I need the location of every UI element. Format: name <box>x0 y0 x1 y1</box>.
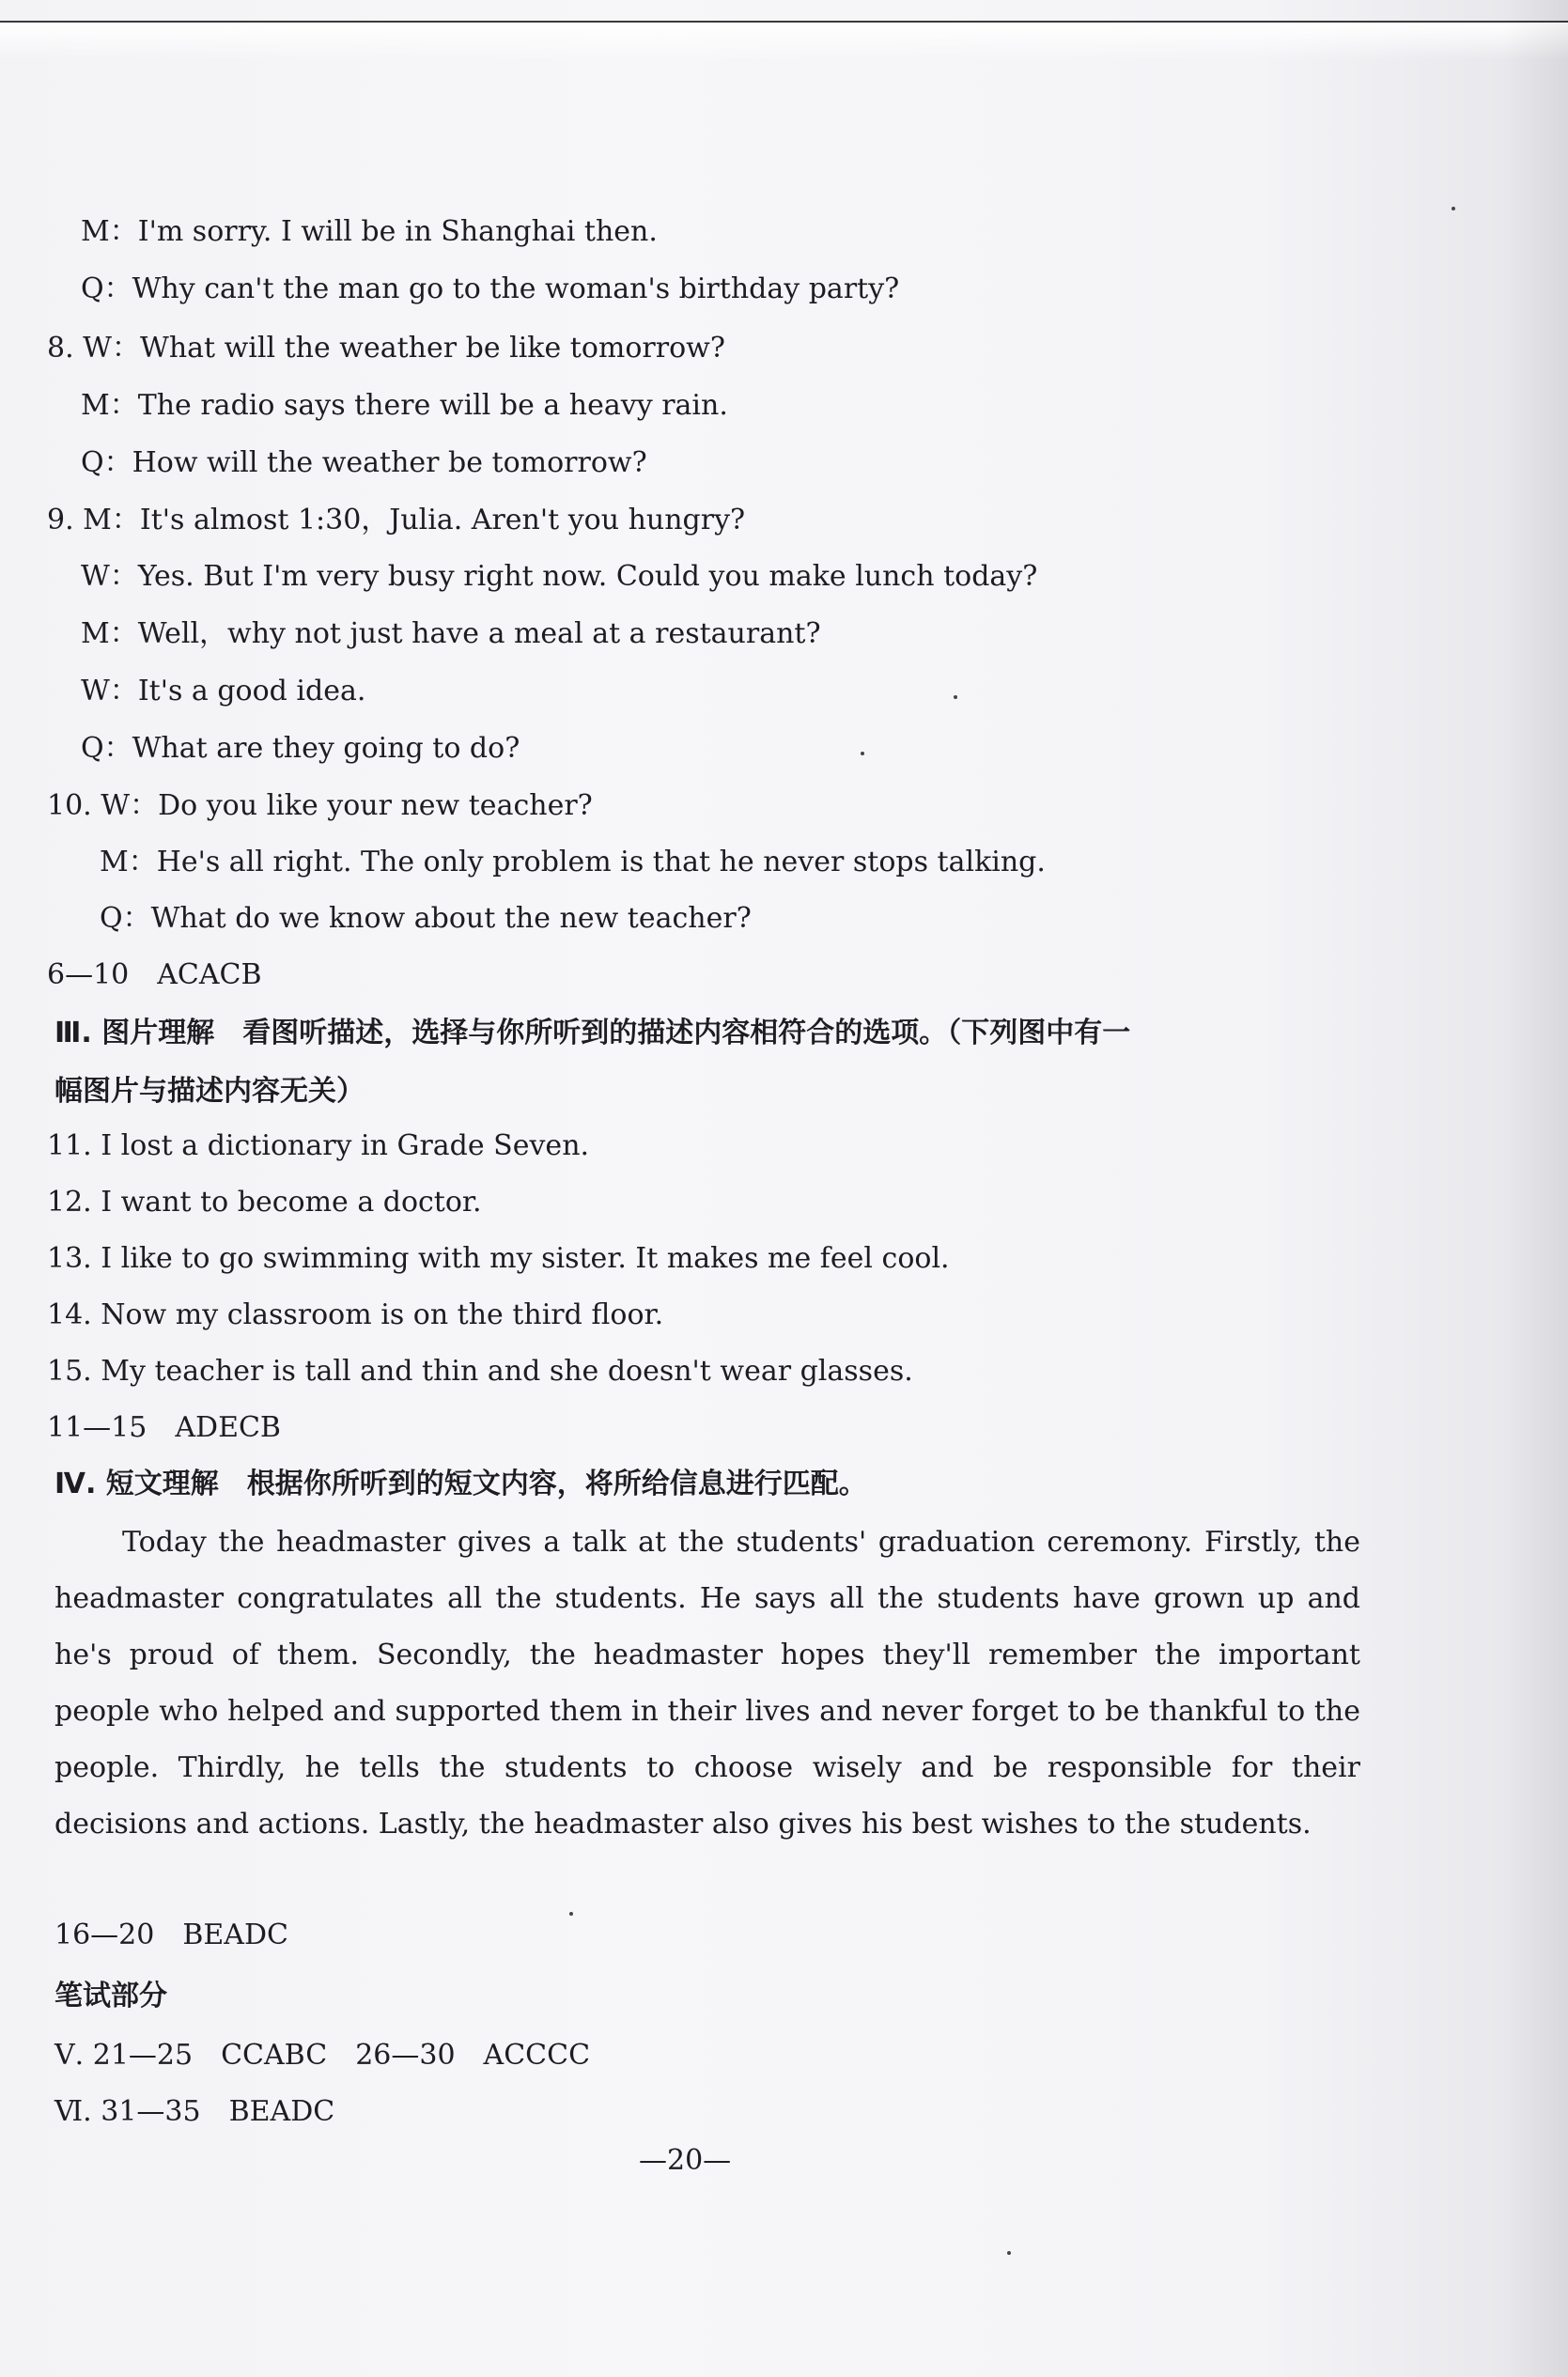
dialogue-line: M：Well，why not just have a meal at a restaurant? <box>81 617 821 650</box>
passage-text: Today the headmaster gives a talk at the students' graduation ceremony. Firstly, the headmaster congratulates all the students. He says all the students have grown up and he's proud of them. Secondly, the headmaster hopes they'll remember the important people who helped and supported them in their lives and never forget to be thankful to the people. Thirdly, he tells the students to choose wisely and be responsible for their decisions and actions. Lastly, the headmaster also gives his best wishes to the students. <box>54 1526 1360 1841</box>
dialogue-line: M：He's all right. The only problem is that he never stops talking. <box>100 846 1046 878</box>
answer-key-11-15: 11—15 ADECB <box>47 1411 281 1444</box>
scan-speck <box>569 1912 573 1916</box>
section-3-heading-cont: 幅图片与描述内容无关） <box>54 1075 365 1108</box>
item-15: 15. My teacher is tall and thin and she doesn't wear glasses. <box>47 1355 913 1388</box>
question-10: 10. W：Do you like your new teacher? <box>47 789 593 822</box>
dialogue-line: Q：What are they going to do? <box>81 732 520 765</box>
dialogue-line: M：The radio says there will be a heavy rain. <box>81 389 728 422</box>
dialogue-line: Q：How will the weather be tomorrow? <box>81 446 647 479</box>
answer-key-6-10: 6—10 ACACB <box>47 958 262 991</box>
section-4-heading: Ⅳ. 短文理解 根据你所听到的短文内容，将所给信息进行匹配。 <box>54 1468 867 1500</box>
answer-key-section-5: Ⅴ. 21—25 CCABC 26—30 ACCCC <box>54 2039 591 2072</box>
scan-speck <box>954 695 957 699</box>
dialogue-line: W：Yes. But I'm very busy right now. Could you make lunch today? <box>81 560 1038 593</box>
dialogue-line: Q：What do we know about the new teacher? <box>100 902 752 935</box>
scan-speck <box>861 752 864 755</box>
dialogue-line: M：I'm sorry. I will be in Shanghai then. <box>81 215 658 248</box>
page-edge-shadow <box>1502 0 1568 2377</box>
top-shade <box>0 23 1568 60</box>
item-12: 12. I want to become a doctor. <box>47 1186 482 1219</box>
dialogue-line: Q：Why can't the man go to the woman's birthday party? <box>81 272 900 305</box>
page-number: —20— <box>639 2144 732 2177</box>
written-part-heading: 笔试部分 <box>54 1980 167 2012</box>
item-13: 13. I like to go swimming with my sister. It makes me feel cool. <box>47 1242 950 1275</box>
scan-speck <box>1007 2251 1011 2255</box>
question-9: 9. M：It's almost 1:30，Julia. Aren't you hungry? <box>47 504 746 536</box>
question-8: 8. W：What will the weather be like tomorrow? <box>47 332 725 365</box>
passage-paragraph <box>54 1515 1360 1853</box>
answer-key-section-6: Ⅵ. 31—35 BEADC <box>54 2095 335 2128</box>
answer-key-16-20: 16—20 BEADC <box>54 1919 288 1951</box>
item-11: 11. I lost a dictionary in Grade Seven. <box>47 1129 590 1162</box>
section-3-heading: Ⅲ. 图片理解 看图听描述，选择与你所听到的描述内容相符合的选项。（下列图中有一 <box>54 1017 1131 1049</box>
scan-speck <box>1452 207 1455 210</box>
item-14: 14. Now my classroom is on the third floor. <box>47 1298 664 1331</box>
dialogue-line: W：It's a good idea. <box>81 675 366 707</box>
